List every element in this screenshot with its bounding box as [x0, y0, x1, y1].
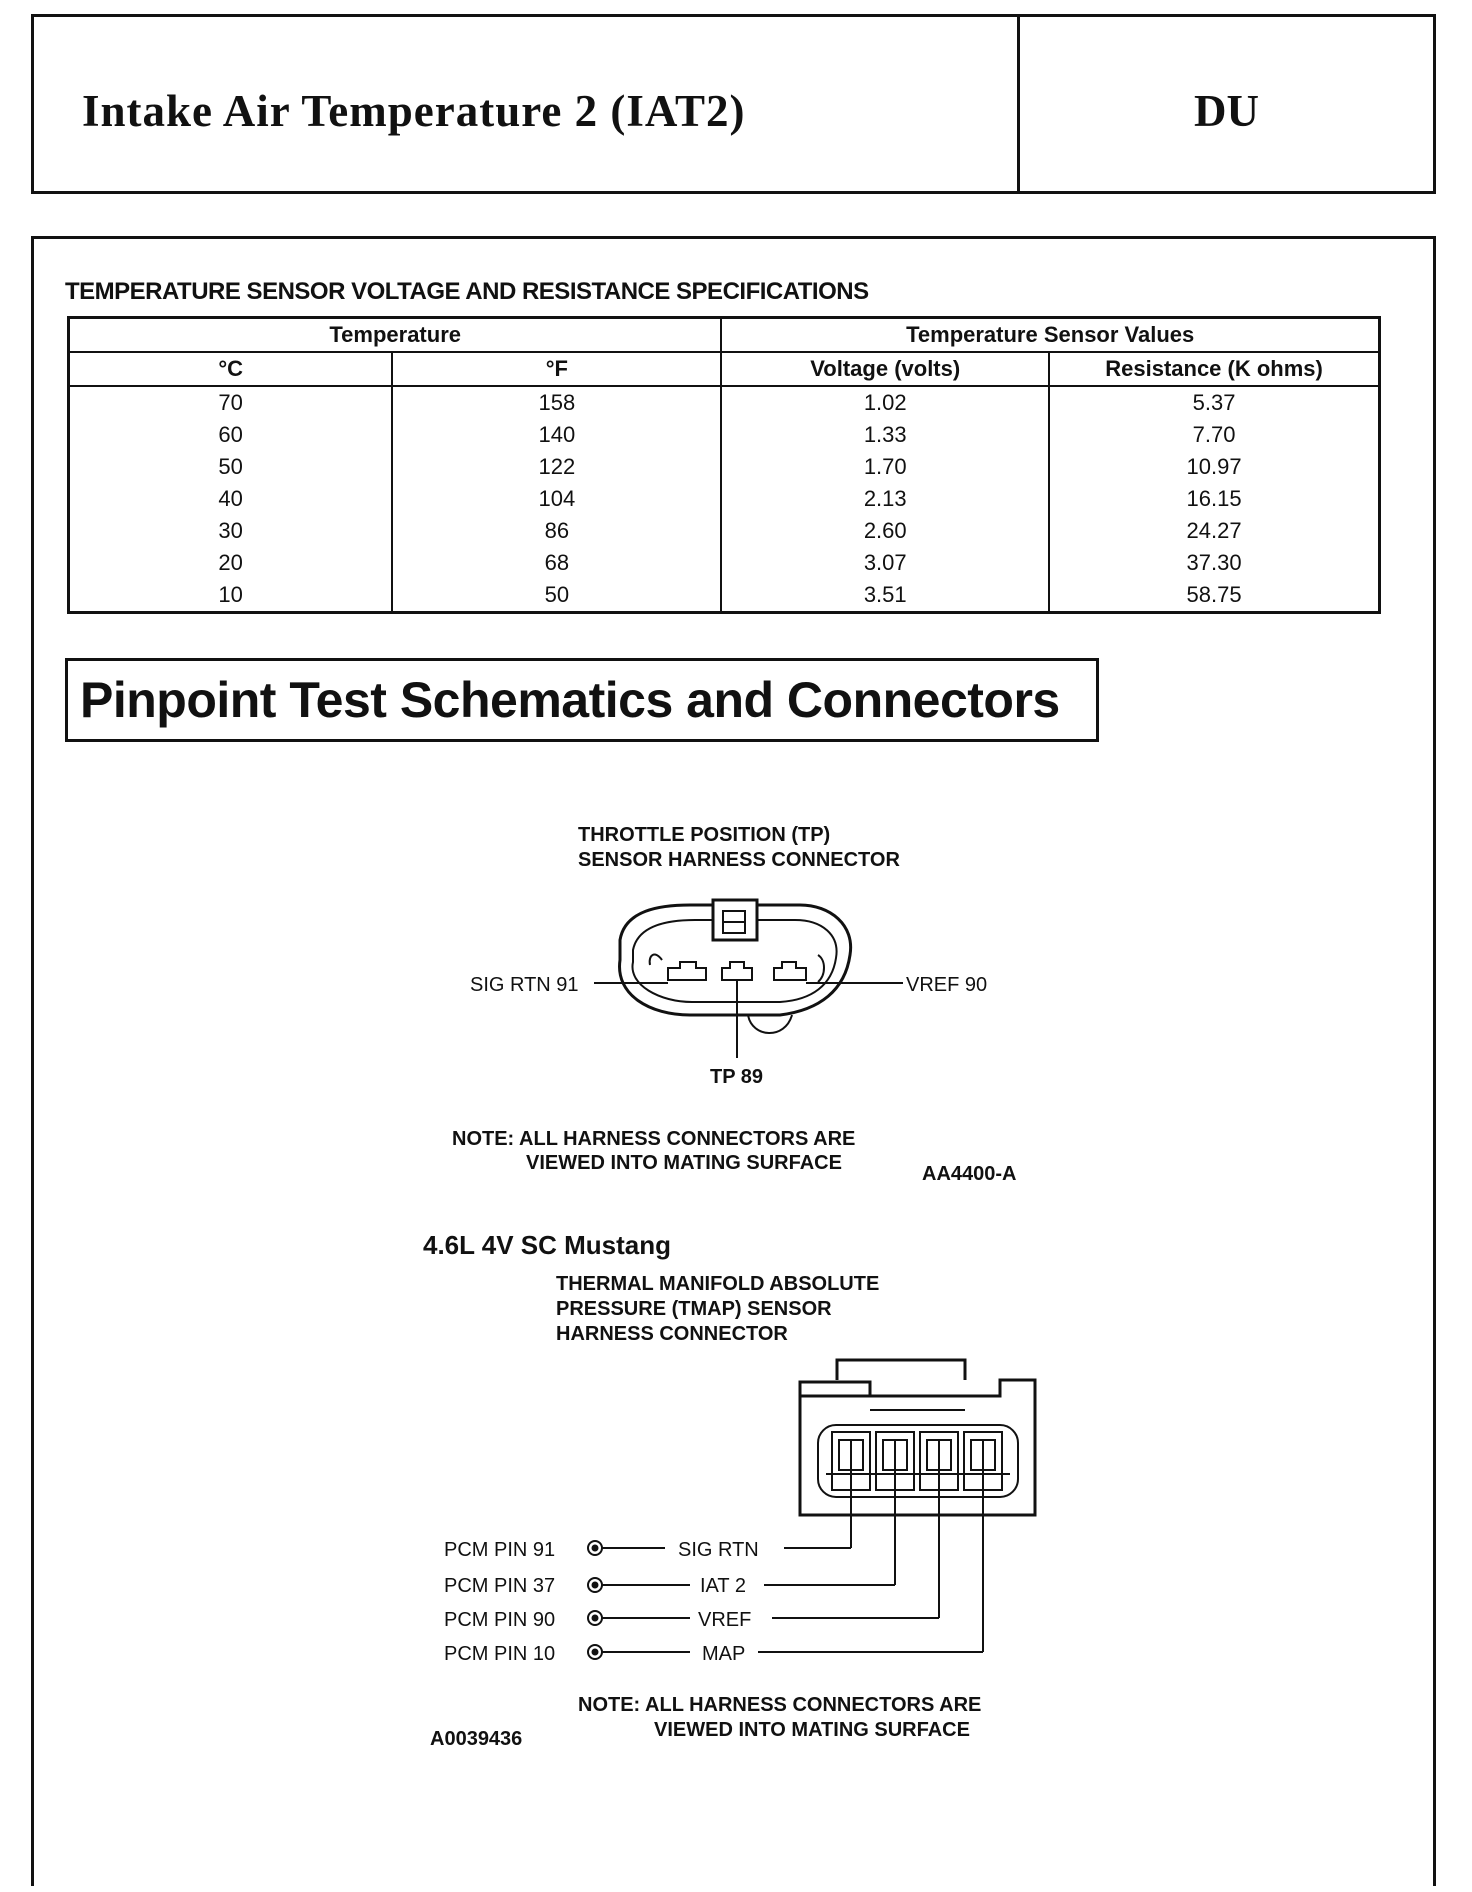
cell: 1.02	[721, 386, 1049, 419]
tmap-signal-2: IAT 2	[700, 1575, 746, 1597]
tp-title-line1: THROTTLE POSITION (TP)	[578, 824, 831, 846]
tmap-signal-1: SIG RTN	[678, 1539, 759, 1561]
page-title: Intake Air Temperature 2 (IAT2)	[82, 86, 746, 136]
group-header-sensor-values: Temperature Sensor Values	[721, 318, 1379, 353]
tp-note-line1: NOTE: ALL HARNESS CONNECTORS ARE	[452, 1128, 856, 1150]
tmap-note-line2: VIEWED INTO MATING SURFACE	[654, 1719, 970, 1741]
tmap-heading: 4.6L 4V SC Mustang	[423, 1230, 672, 1260]
tp-pin-right-label: VREF 90	[906, 974, 988, 996]
tmap-signal-4: MAP	[702, 1643, 746, 1665]
cell: 70	[69, 386, 393, 419]
section-title: Pinpoint Test Schematics and Connectors	[80, 672, 1060, 728]
cell: 1.33	[721, 419, 1049, 451]
cell: 16.15	[1049, 483, 1379, 515]
cell: 2.13	[721, 483, 1049, 515]
cell: 2.60	[721, 515, 1049, 547]
tmap-signal-3: VREF	[698, 1609, 752, 1631]
cell: 50	[392, 579, 721, 613]
cell: 86	[392, 515, 721, 547]
cell: 37.30	[1049, 547, 1379, 579]
tp-title-line2: SENSOR HARNESS CONNECTOR	[578, 849, 900, 871]
col-header-voltage: Voltage (volts)	[721, 352, 1049, 386]
tp-ref-code: AA4400-A	[922, 1163, 1017, 1185]
tmap-title-line1: THERMAL MANIFOLD ABSOLUTE	[556, 1273, 880, 1295]
spec-table-title: TEMPERATURE SENSOR VOLTAGE AND RESISTANCE SPECIFICATIONS	[65, 278, 869, 305]
cell: 68	[392, 547, 721, 579]
cell: 30	[69, 515, 393, 547]
tp-note-line2: VIEWED INTO MATING SURFACE	[526, 1152, 842, 1174]
tmap-pcm-pin-2: PCM PIN 37	[444, 1575, 556, 1597]
tmap-note-line1: NOTE: ALL HARNESS CONNECTORS ARE	[578, 1694, 982, 1716]
tp-connector	[594, 900, 903, 1058]
tmap-title-line3: HARNESS CONNECTOR	[556, 1323, 788, 1345]
cell: 10	[69, 579, 393, 613]
tp-pin-left-label: SIG RTN 91	[470, 974, 579, 996]
group-header-temperature: Temperature	[69, 318, 722, 353]
cell: 7.70	[1049, 419, 1379, 451]
col-header-celsius: °C	[69, 352, 393, 386]
col-header-fahrenheit: °F	[392, 352, 721, 386]
tmap-pcm-pin-4: PCM PIN 10	[444, 1643, 556, 1665]
cell: 1.70	[721, 451, 1049, 483]
tmap-ref-code: A0039436	[430, 1728, 523, 1750]
col-header-resistance: Resistance (K ohms)	[1049, 352, 1379, 386]
tp-pin-bottom-label: TP 89	[710, 1066, 763, 1088]
cell: 140	[392, 419, 721, 451]
cell: 5.37	[1049, 386, 1379, 419]
tmap-pcm-pin-1: PCM PIN 91	[444, 1539, 556, 1561]
cell: 158	[392, 386, 721, 419]
cell: 20	[69, 547, 393, 579]
cell: 10.97	[1049, 451, 1379, 483]
tmap-title-line2: PRESSURE (TMAP) SENSOR	[556, 1298, 832, 1320]
cell: 24.27	[1049, 515, 1379, 547]
tmap-connector	[588, 1360, 1035, 1659]
section-code: DU	[1194, 86, 1259, 136]
tmap-pcm-pin-3: PCM PIN 90	[444, 1609, 556, 1631]
cell: 58.75	[1049, 579, 1379, 613]
cell: 3.07	[721, 547, 1049, 579]
cell: 122	[392, 451, 721, 483]
cell: 40	[69, 483, 393, 515]
cell: 104	[392, 483, 721, 515]
cell: 50	[69, 451, 393, 483]
cell: 60	[69, 419, 393, 451]
cell: 3.51	[721, 579, 1049, 613]
